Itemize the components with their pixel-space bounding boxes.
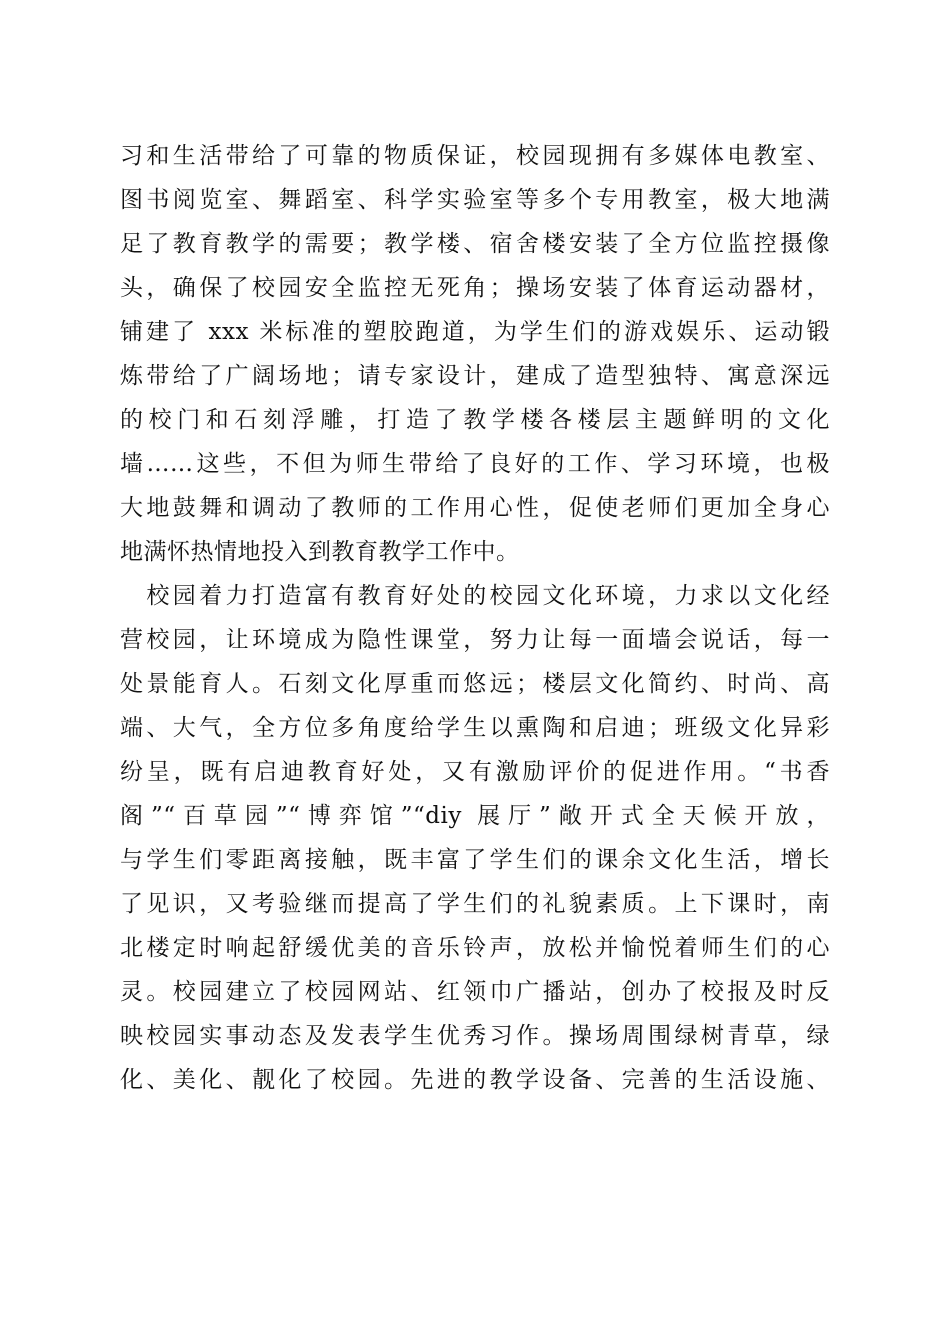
paragraph-2-line-10: 灵。校园建立了校园网站、红领巾广播站，创办了校报及时反 [120, 979, 830, 1005]
paragraph-2-line-7: 与学生们零距离接触，既丰富了学生们的课余文化生活，增长 [120, 847, 830, 873]
paragraph-1-line-3: 足了教育教学的需要；教学楼、宿舍楼安装了全方位监控摄像 [120, 231, 830, 257]
paragraph-2-line-9: 北楼定时响起舒缓优美的音乐铃声，放松并愉悦着师生们的心 [120, 935, 830, 961]
paragraph-1-line-4: 头，确保了校园安全监控无死角；操场安装了体育运动器材， [120, 275, 830, 301]
paragraph-1-line-7: 的校门和石刻浮雕，打造了教学楼各楼层主题鲜明的文化 [120, 407, 830, 433]
paragraph-2-line-5: 纷呈，既有启迪教育好处，又有激励评价的促进作用。“书香 [120, 759, 830, 785]
paragraph-2-line-2: 营校园，让环境成为隐性课堂，努力让每一面墙会说话，每一 [120, 627, 830, 653]
paragraph-1-line-5: 铺建了 xxx 米标准的塑胶跑道，为学生们的游戏娱乐、运动锻 [120, 319, 830, 345]
paragraph-1-line-6: 炼带给了广阔场地；请专家设计，建成了造型独特、寓意深远 [120, 363, 830, 389]
paragraph-2-line-4: 端、大气，全方位多角度给学生以熏陶和启迪；班级文化异彩 [120, 715, 830, 741]
paragraph-1-line-2: 图书阅览室、舞蹈室、科学实验室等多个专用教室，极大地满 [120, 187, 830, 213]
paragraph-1-line-8: 墙……这些，不但为师生带给了良好的工作、学习环境，也极 [120, 451, 830, 477]
paragraph-2-line-12: 化、美化、靓化了校园。先进的教学设备、完善的生活设施、 [120, 1067, 830, 1093]
paragraph-1-line-1: 习和生活带给了可靠的物质保证，校园现拥有多媒体电教室、 [120, 143, 830, 169]
paragraph-2-line-1: 校园着力打造富有教育好处的校园文化环境，力求以文化经 [120, 583, 830, 609]
paragraph-1-line-10: 地满怀热情地投入到教育教学工作中。 [120, 539, 520, 565]
paragraph-2-line-8: 了见识，又考验继而提高了学生们的礼貌素质。上下课时，南 [120, 891, 830, 917]
paragraph-1-line-9: 大地鼓舞和调动了教师的工作用心性，促使老师们更加全身心 [120, 495, 830, 521]
paragraph-2-line-6: 阁”“百草园”“博弈馆”“diy 展厅”敞开式全天候开放， [120, 803, 830, 829]
paragraph-2-line-11: 映校园实事动态及发表学生优秀习作。操场周围绿树青草，绿 [120, 1023, 830, 1049]
paragraph-2-line-3: 处景能育人。石刻文化厚重而悠远；楼层文化简约、时尚、高 [120, 671, 830, 697]
